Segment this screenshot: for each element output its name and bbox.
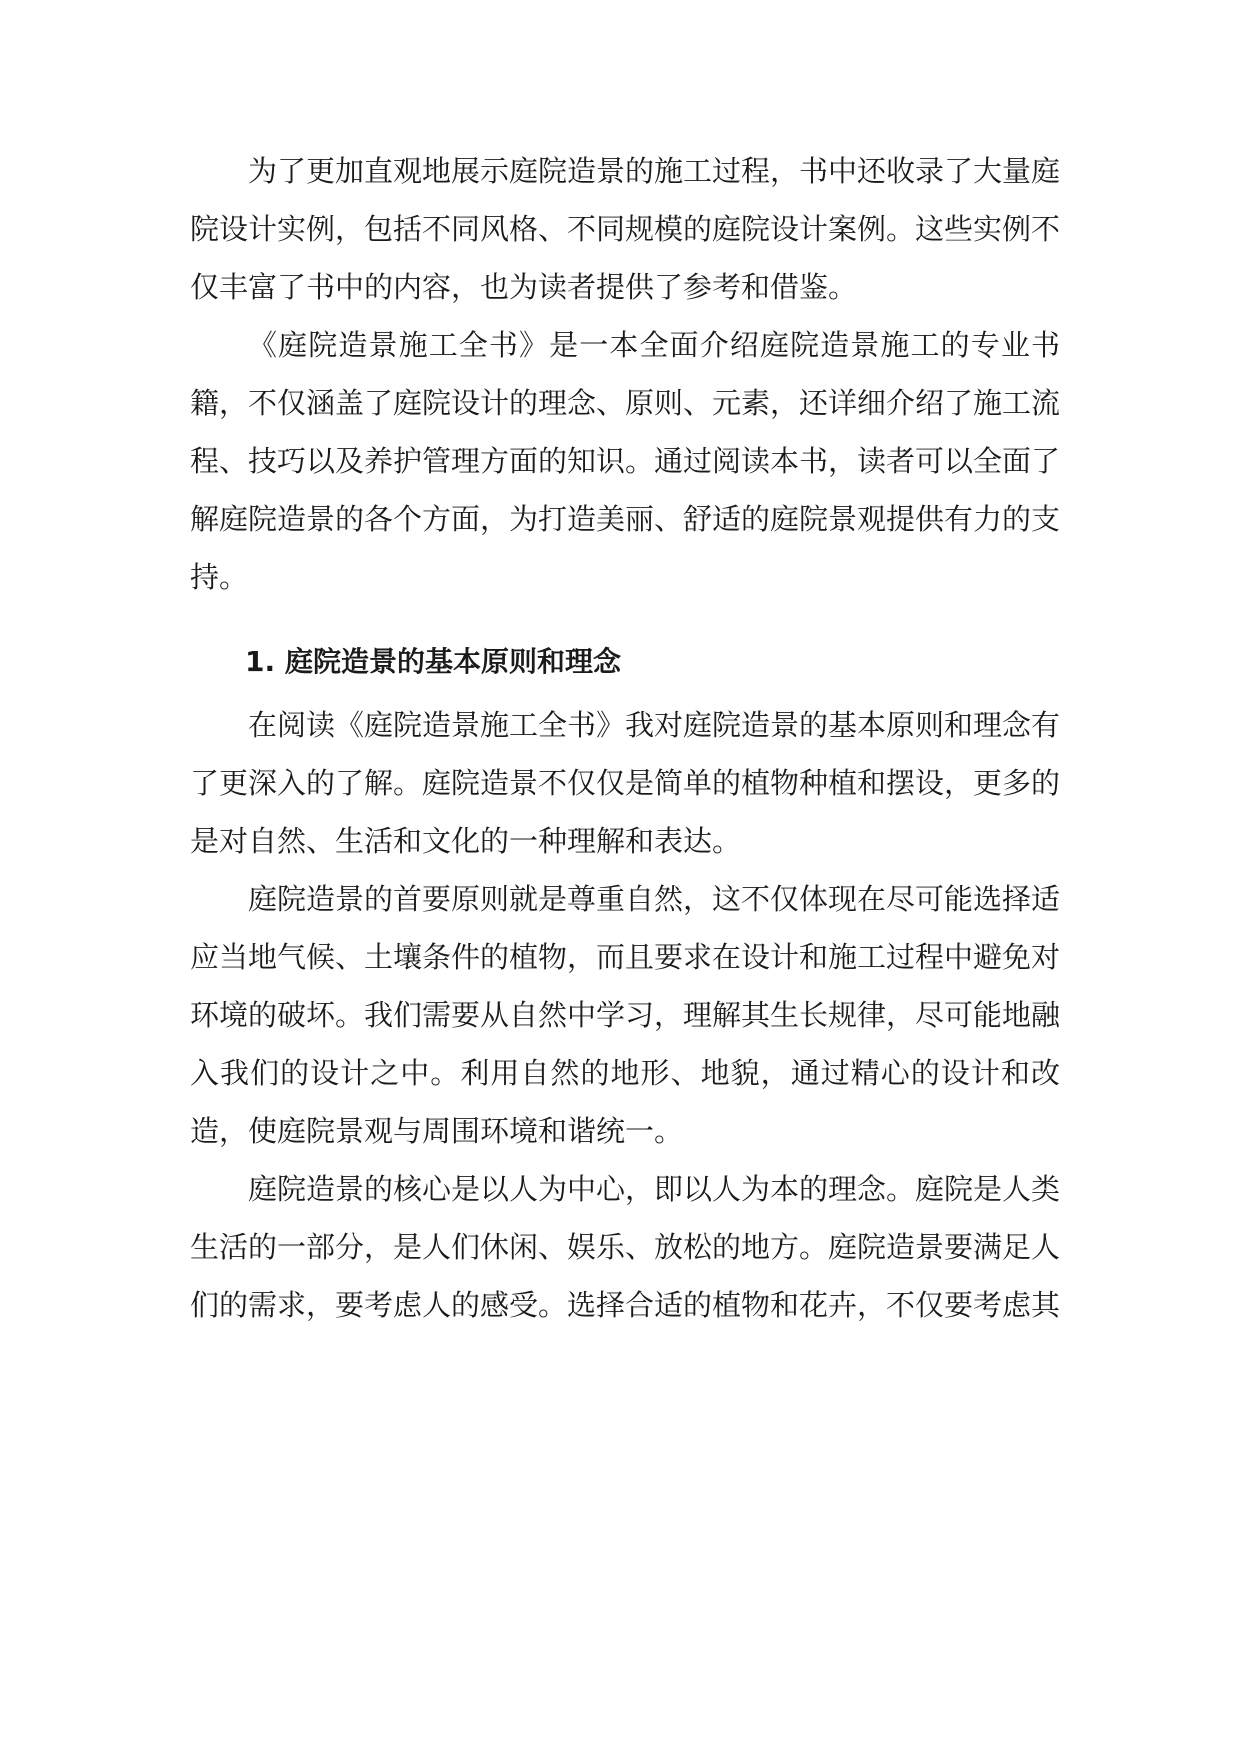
section-heading xyxy=(190,634,1060,690)
section-paragraph-1: 在阅读《庭院造景施工全书》我对庭院造景的基本原则和理念有了更深入的了解。庭院造景不仅仅是简单的植物种植和摆设，更多的是对自然、生活和文化的一种理解和表达。 xyxy=(190,708,1061,858)
section-number: 1. xyxy=(245,645,276,678)
section-paragraph-2: 庭院造景的首要原则就是尊重自然，这不仅体现在尽可能选择适应当地气候、土壤条件的植物，而且要求在设计和施工过程中避免对环境的破坏。我们需要从自然中学习，理解其生长规律，尽可能地融入我们的设计之中。利用自然的地形、地貌，通过精心的设计和改造，使庭院景观与周围环境和谐统一。 xyxy=(190,882,1061,1148)
intro-paragraph-1: 为了更加直观地展示庭院造景的施工过程，书中还收录了大量庭院设计实例，包括不同风格、不同规模的庭院设计案例。这些实例不仅丰富了书中的内容，也为读者提供了参考和借鉴。 xyxy=(190,154,1061,304)
section-paragraph-3: 庭院造景的核心是以人为中心，即以人为本的理念。庭院是人类生活的一部分，是人们休闲、娱乐、放松的地方。庭院造景要满足人们的需求，要考虑人的感受。选择合适的植物和花卉，不仅要考虑其 xyxy=(190,1172,1061,1322)
intro-paragraph-2: 《庭院造景施工全书》是一本全面介绍庭院造景施工的专业书籍，不仅涵盖了庭院设计的理念、原则、元素，还详细介绍了施工流程、技巧以及养护管理方面的知识。通过阅读本书，读者可以全面了解庭院造景的各个方面，为打造美丽、舒适的庭院景观提供有力的支持。 xyxy=(190,328,1061,594)
section-title: 庭院造景的基本原则和理念 xyxy=(285,645,622,678)
document-body xyxy=(190,142,1060,1334)
